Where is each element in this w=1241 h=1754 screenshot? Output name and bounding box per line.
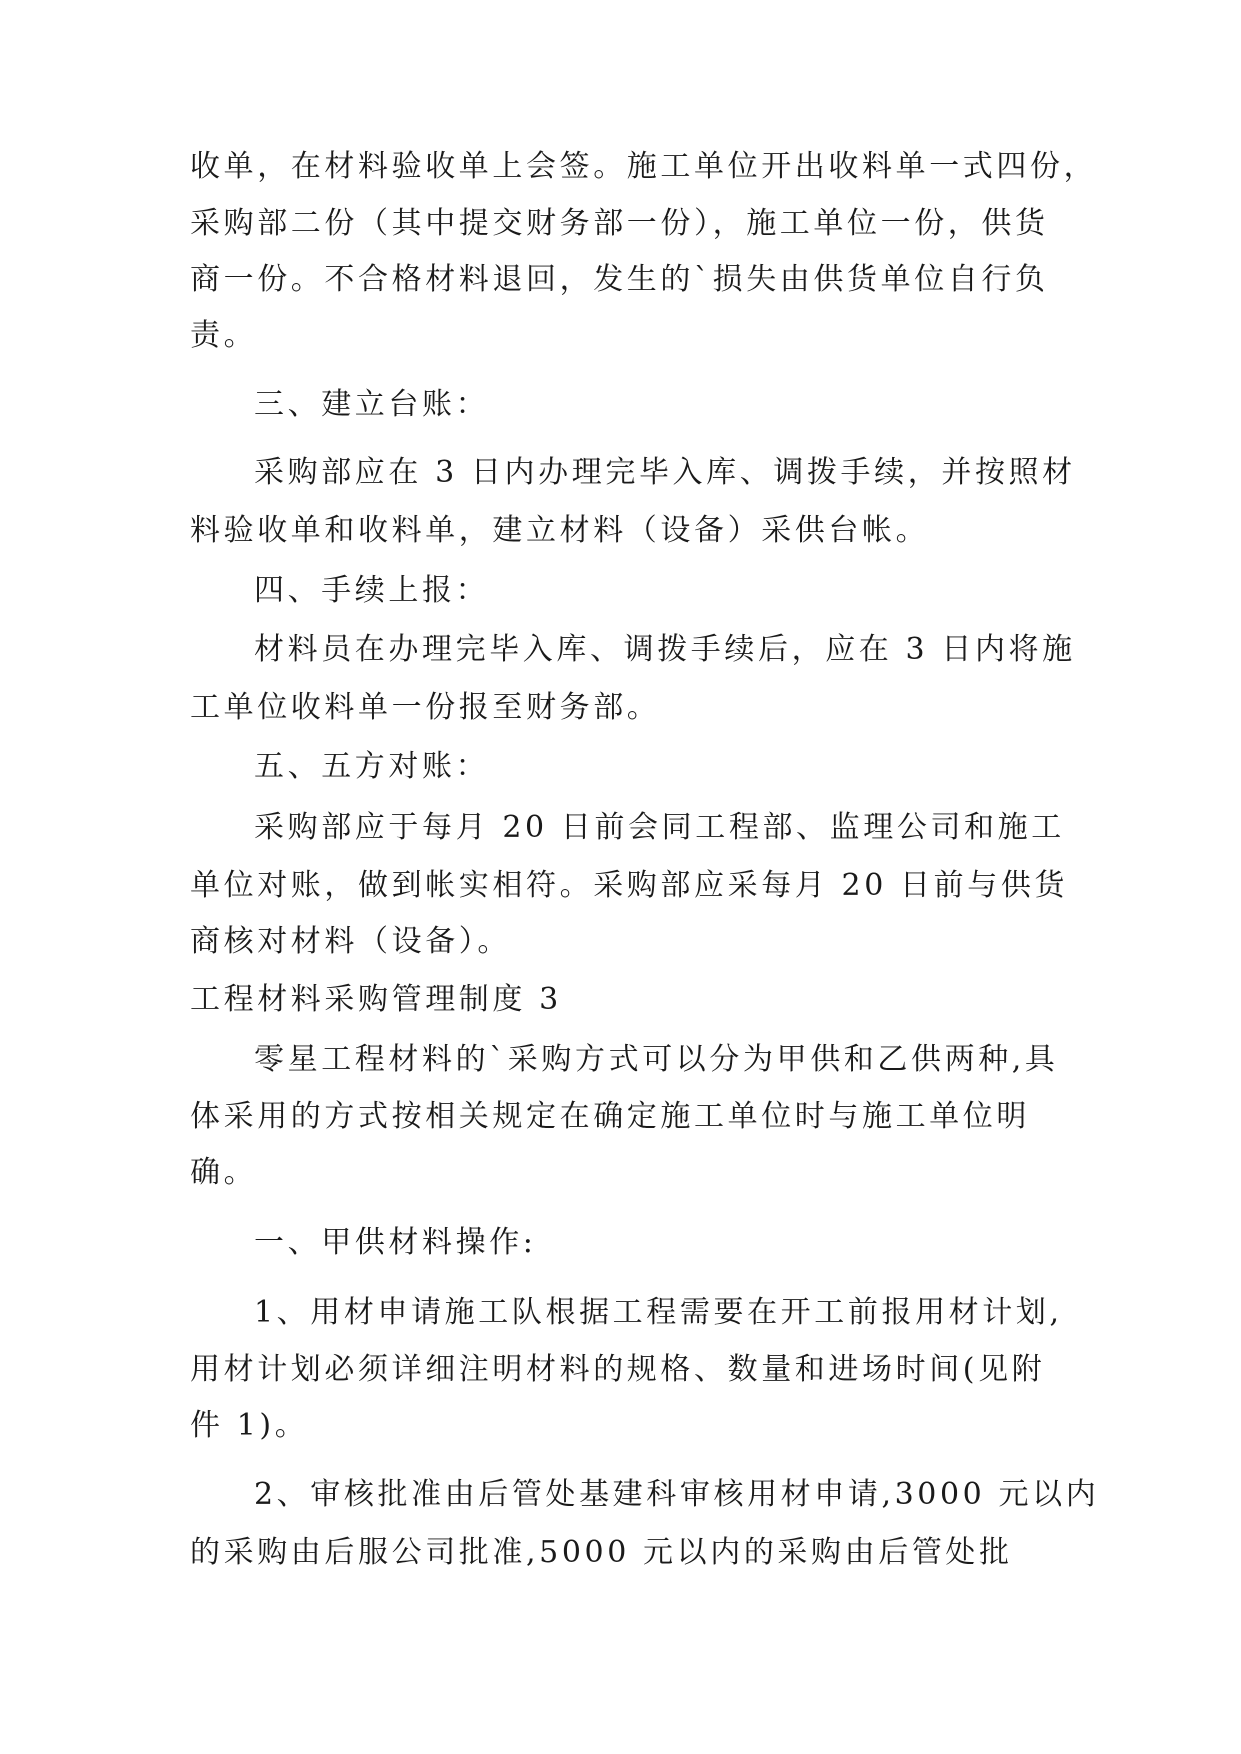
body-text-line: 的采购由后服公司批准,5000 元以内的采购由后管处批 bbox=[190, 1535, 1013, 1570]
body-text-line: 料验收单和收料单，建立材料（设备）采供台帐。 bbox=[190, 513, 930, 548]
body-text-line: 体采用的方式按相关规定在确定施工单位时与施工单位明 bbox=[190, 1099, 1030, 1134]
body-text-line: 2、审核批准由后管处基建科审核用材申请,3000 元以内 bbox=[254, 1477, 1100, 1512]
body-text-line: 确。 bbox=[190, 1155, 258, 1190]
body-text-line: 工单位收料单一份报至财务部。 bbox=[190, 690, 661, 725]
body-text-line: 单位对账，做到帐实相符。采购部应采每月 20 日前与供货 bbox=[190, 868, 1069, 903]
body-text-line: 收单，在材料验收单上会签。施工单位开出收料单一式四份， bbox=[190, 149, 1098, 184]
body-text-line: 用材计划必须详细注明材料的规格、数量和进场时间(见附 bbox=[190, 1352, 1046, 1387]
body-text-line: 责。 bbox=[190, 318, 258, 353]
body-text-line: 商一份。不合格材料退回，发生的`损失由供货单位自行负 bbox=[190, 262, 1049, 297]
body-text-line: 材料员在办理完毕入库、调拨手续后，应在 3 日内将施 bbox=[254, 632, 1076, 667]
section-heading: 一、甲供材料操作: bbox=[254, 1225, 537, 1260]
body-text-line: 采购部应在 3 日内办理完毕入库、调拨手续，并按照材 bbox=[254, 455, 1076, 490]
body-text-line: 商核对材料（设备）。 bbox=[190, 924, 511, 959]
section-heading: 五、五方对账： bbox=[254, 749, 490, 784]
body-text-line: 采购部二份（其中提交财务部一份），施工单位一份，供货 bbox=[190, 206, 1049, 241]
document-title: 工程材料采购管理制度 3 bbox=[190, 982, 562, 1017]
section-heading: 四、手续上报： bbox=[254, 573, 490, 608]
body-text-line: 采购部应于每月 20 日前会同工程部、监理公司和施工 bbox=[254, 810, 1065, 845]
body-text-line: 零星工程材料的`采购方式可以分为甲供和乙供两种,具 bbox=[254, 1042, 1059, 1077]
section-heading: 三、建立台账： bbox=[254, 387, 490, 422]
body-text-line: 件 1)。 bbox=[190, 1408, 309, 1443]
body-text-line: 1、用材申请施工队根据工程需要在开工前报用材计划, bbox=[254, 1295, 1063, 1330]
